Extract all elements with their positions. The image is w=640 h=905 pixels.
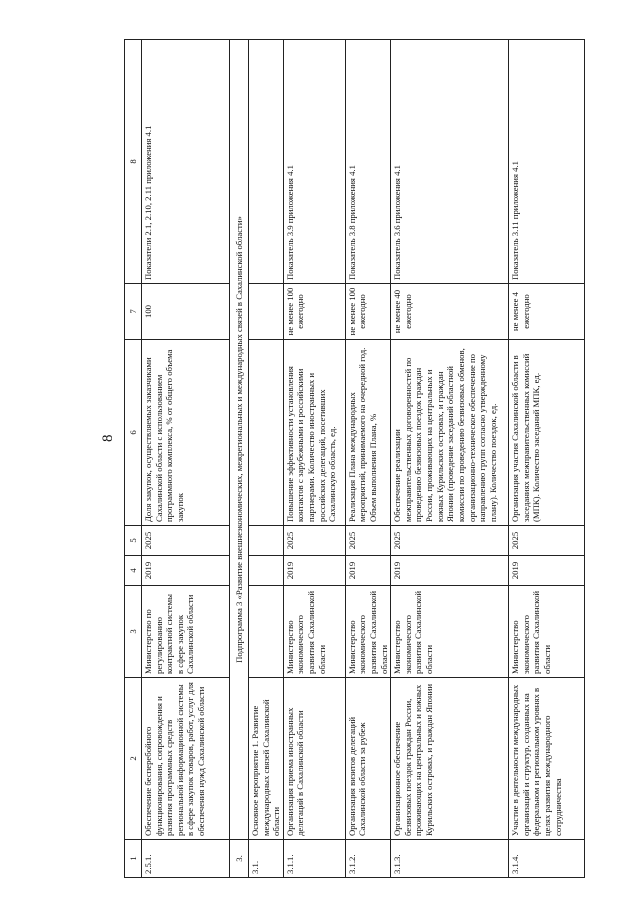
end-year: 2025 [345,526,390,556]
start-year: 2019 [509,556,585,586]
executor: Министерство по регулированию контрактной системы в сфере закупок Сахалинской области [142,586,230,678]
target-value: не менее 100 ежегодно [283,284,345,340]
indicator-link: Показатель 3.6 приложения 4.1 [391,40,509,284]
column-number-header: 4 [125,556,142,586]
column-number-header: 7 [125,284,142,340]
column-number-header: 2 [125,678,142,840]
end-year: 2025 [142,526,230,556]
subprogram-title: Подпрограмма 3 «Развитие внешнеэкономических, межрегиональных и международных связей в Сахалинской области» [230,40,249,840]
expected-result: Организация участия Сахалинской области в заседаниях межправительственных комиссий (МПК). Количество заседаний МПК, ед. [509,340,585,526]
column-number-header-row [125,40,142,878]
table-row [509,40,585,878]
table-row [345,40,390,878]
executor: Министерство экономического развития Сахалинской области [509,586,585,678]
indicator-link: Показатели 2.1, 2.10, 2.11 приложения 4.1 [142,40,230,284]
column-number-header: 6 [125,340,142,526]
activity-name: Организационное обеспечение безвизовых поездок граждан России, проживающих на центральных и южных Курильских островах, и граждан Японии [391,678,509,840]
indicator-link: Показатель 3.9 приложения 4.1 [283,40,345,284]
target-value: 100 [142,284,230,340]
subprogram-number: 3. [230,840,249,878]
main-activity-title: Основное мероприятие 1. Развитие международных связей Сахалинской области [249,678,284,840]
row-number: 2.5.1. [142,840,230,878]
end-year: 2025 [509,526,585,556]
main-activity-number: 3.1. [249,840,284,878]
expected-result: Реализация Плана международных мероприятий, принимаемого на очередной год. Объем выполнения Плана, % [345,340,390,526]
row-number: 3.1.2. [345,840,390,878]
executor: Министерство экономического развития Сахалинской области [283,586,345,678]
start-year: 2019 [391,556,509,586]
target-value: не менее 40 ежегодно [391,284,509,340]
main-activity-row [249,40,284,878]
start-year: 2019 [345,556,390,586]
row-number: 3.1.3. [391,840,509,878]
activity-name: Организация приема иностранных делегаций в Сахалинской области [283,678,345,840]
start-year: 2019 [142,556,230,586]
target-value: не менее 100 ежегодно [345,284,390,340]
indicator-link: Показатель 3.8 приложения 4.1 [345,40,390,284]
expected-result: Обеспечение реализации межправительственных договоренностей по проведению безвизовых поездок граждан России, проживающих на центральных и южных Курильских островах, и граждан Японии (проведение заседаний областной комиссии по проведению безвизовых обменов, организационно-техническое обеспечение по направлению групп согласно утвержденному плану). Количество поездок, ед. [391,340,509,526]
column-number-header: 1 [125,840,142,878]
target-value: не менее 4 ежегодно [509,284,585,340]
table-row [283,40,345,878]
activity-name: Обеспечение бесперебойного функционирования, сопровождения и развития программных средств региональной информационной системы в сфере закупок товаров, работ, услуг для обеспечения нужд Сахалинской области [142,678,230,840]
executor: Министерство экономического развития Сахалинской области [345,586,390,678]
start-year: 2019 [283,556,345,586]
indicator-link: Показатель 3.11 приложения 4.1 [509,40,585,284]
expected-result: Повышение эффективности установления контактов с зарубежными и российскими партнерами. Количество иностранных и российских делегаций, посетивших Сахалинскую область, ед. [283,340,345,526]
subprogram-row [230,40,249,878]
activity-name: Организация визитов делегаций Сахалинской области за рубеж [345,678,390,840]
row-number: 3.1.4. [509,840,585,878]
table-row [142,40,230,878]
end-year: 2025 [391,526,509,556]
executor: Министерство экономического развития Сахалинской области [391,586,509,678]
table-row [391,40,509,878]
row-number: 3.1.1. [283,840,345,878]
page-number: 8 [100,434,116,442]
column-number-header: 8 [125,40,142,284]
column-number-header: 5 [125,526,142,556]
end-year: 2025 [283,526,345,556]
activity-name: Участие в деятельности международных организаций и структур, созданных на федеральном и региональном уровнях в целях развития международного сотрудничества [509,678,585,840]
column-number-header: 3 [125,586,142,678]
expected-result: Доля закупок, осуществляемых заказчиками Сахалинской области с использованием программного комплекса, % от общего объема закупок [142,340,230,526]
program-activities-table [124,39,585,878]
